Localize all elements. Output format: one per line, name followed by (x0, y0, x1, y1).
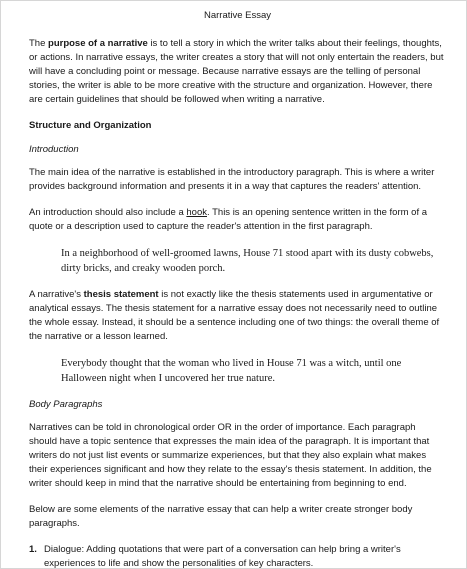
introduction-subheading: Introduction (29, 144, 79, 155)
purpose-text-rest: is to tell a story in which the writer talks about their feelings, thoughts, or actions. In narrative essays, the writer creates a story that will not only entertain the readers, but will have a concluding point or message. Because narrative essays are the telling of personal stories, the writer is able to be more creative with the structure and organization. However, there are certain guidelines that should be followed when writing a narrative. (29, 38, 444, 105)
document-title: Narrative Essay (203, 10, 272, 21)
body-paragraph-2: Below are some elements of the narrative essay that can help a writer create stronger body paragraphs. (29, 504, 413, 529)
thesis-example-quote: Everybody thought that the woman who lived in House 71 was a witch, until one Halloween night when I uncovered her true nature. (61, 358, 402, 384)
thesis-term: thesis statement (83, 289, 159, 300)
hook-text-rest: . This is an opening sentence written in the form of a quote or a description used to capture the reader's attention in the first paragraph. (29, 207, 428, 232)
list-item-text: Dialogue: Adding quotations that were part of a conversation can help bring a writer's experiences to life and show the personalities of key characters. (44, 544, 401, 569)
introduction-paragraph: The main idea of the narrative is established in the introductory paragraph. This is where a writer provides background information and presents it in a way that captures the readers' attention. (29, 167, 435, 192)
body-paragraph-1: Narratives can be told in chronological order OR in the order of importance. Each paragraph should have a topic sentence that expresses the main idea of the paragraph. It is important that writers do not just list events or summarize experiences, but that they also explain what makes their experiences significant and how they relate to the essay's thesis statement. In addition, the writer should keep in mind that the narrative should be entertaining from beginning to end. (29, 422, 432, 489)
hook-paragraph (29, 206, 446, 234)
body-paragraphs-subheading: Body Paragraphs (29, 399, 103, 410)
purpose-text-start: The (29, 38, 49, 49)
elements-list (29, 543, 446, 569)
purpose-term: purpose of a narrative (48, 38, 148, 49)
purpose-paragraph (29, 37, 446, 107)
structure-heading: Structure and Organization (29, 120, 152, 131)
hook-text-start: An introduction should also include a (29, 207, 187, 218)
thesis-paragraph (29, 288, 446, 344)
list-item-number: 1. (29, 544, 37, 555)
hook-example-quote: In a neighborhood of well-groomed lawns, House 71 stood apart with its dusty cobwebs, dirty bricks, and creaky wooden porch. (61, 248, 434, 274)
list-item (29, 543, 446, 569)
hook-link[interactable]: hook (186, 207, 207, 218)
thesis-text-start: A narrative's (29, 289, 84, 300)
thesis-text-rest: is not exactly like the thesis statements used in argumentative or analytical essays. The thesis statement for a narrative essay does not necessarily need to outline the whole essay. Instead, it should be a sentence including one of two things: the overall theme of the narrative or a lesson learned. (29, 289, 440, 342)
